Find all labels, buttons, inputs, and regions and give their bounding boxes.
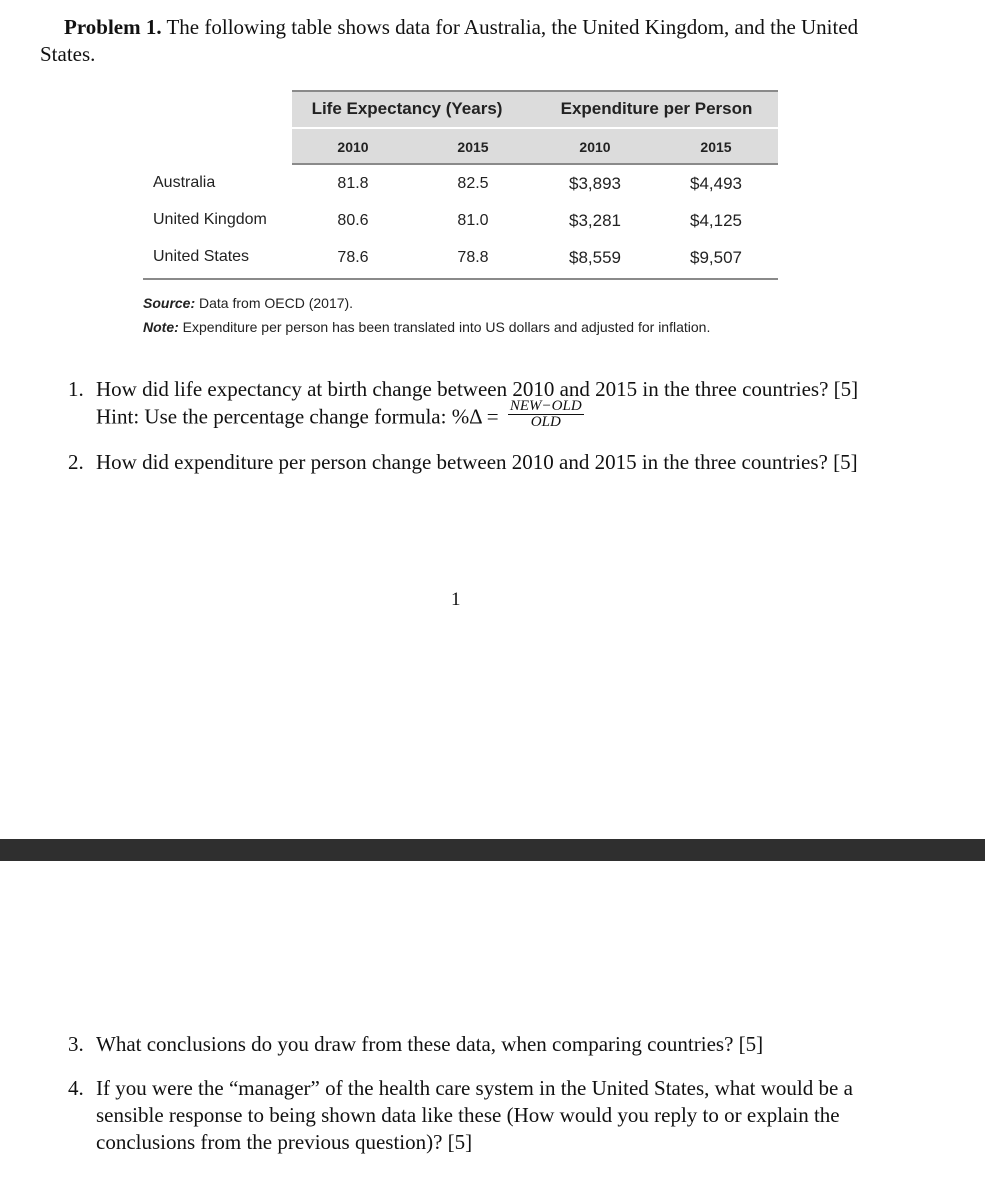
question-text: If you were the “manager” of the health care system in the United States, what would be a sensible response to being shown data like these (How would you reply to or explain the conclusions from the previous question)? [5] — [96, 1076, 853, 1154]
year-header: 2015 — [457, 139, 489, 155]
year-header: 2015 — [700, 139, 732, 155]
table-note — [143, 319, 710, 335]
page-divider — [0, 839, 985, 861]
question-2 — [68, 449, 878, 476]
source-text: Data from OECD (2017). — [199, 295, 354, 311]
row-country: United Kingdom — [153, 211, 267, 228]
table-source — [143, 295, 353, 311]
formula-numerator: NEW−OLD — [509, 398, 582, 414]
question-number: 1. — [68, 377, 84, 401]
header-bottom-rule — [292, 163, 778, 165]
table-cell: $4,493 — [690, 174, 742, 193]
table-cell: $8,559 — [569, 248, 621, 267]
table-cell: $3,893 — [569, 174, 621, 193]
table-cell: 78.8 — [457, 249, 489, 266]
note-label: Note: — [143, 319, 179, 335]
page-number: 1 — [451, 589, 461, 610]
table-cell: 78.6 — [337, 249, 369, 266]
percent-change-formula — [508, 399, 584, 430]
question-3 — [68, 1031, 878, 1058]
source-label: Source: — [143, 295, 196, 311]
problem-label: Problem 1. — [64, 15, 162, 39]
table-cell: $3,281 — [569, 211, 621, 230]
table-cell: $4,125 — [690, 211, 742, 230]
problem-intro: The following table shows data for Australia, the United Kingdom, and the United States. — [40, 15, 859, 66]
note-text: Expenditure per person has been translated into US dollars and adjusted for inflation. — [182, 319, 711, 335]
year-header: 2010 — [337, 139, 369, 155]
table-cell: 80.6 — [337, 212, 369, 229]
table-cell: 82.5 — [457, 175, 489, 192]
data-table — [0, 0, 985, 340]
question-text: What conclusions do you draw from these data, when comparing countries? [5] — [96, 1032, 764, 1056]
table-cell: 81.0 — [457, 212, 489, 229]
row-country: United States — [153, 248, 250, 265]
row-country: Australia — [153, 174, 216, 191]
question-number: 2. — [68, 450, 84, 474]
table-cell: $9,507 — [690, 248, 742, 267]
header-expenditure: Expenditure per Person — [560, 99, 753, 118]
question-number: 3. — [68, 1032, 84, 1056]
question-4 — [68, 1075, 878, 1156]
table-bottom-rule — [143, 278, 778, 280]
question-text: How did expenditure per person change between 2010 and 2015 in the three countries? [5] — [96, 450, 858, 474]
formula-denominator: OLD — [530, 414, 561, 430]
year-header: 2010 — [579, 139, 611, 155]
question-text: How did life expectancy at birth change between 2010 and 2015 in the three countries? [5] Hint: Use the percentage change formula: %Δ = — [96, 377, 859, 429]
table-cell: 81.8 — [337, 175, 369, 192]
question-1 — [68, 376, 878, 434]
header-life-expectancy: Life Expectancy (Years) — [311, 99, 503, 118]
question-number: 4. — [68, 1076, 84, 1100]
